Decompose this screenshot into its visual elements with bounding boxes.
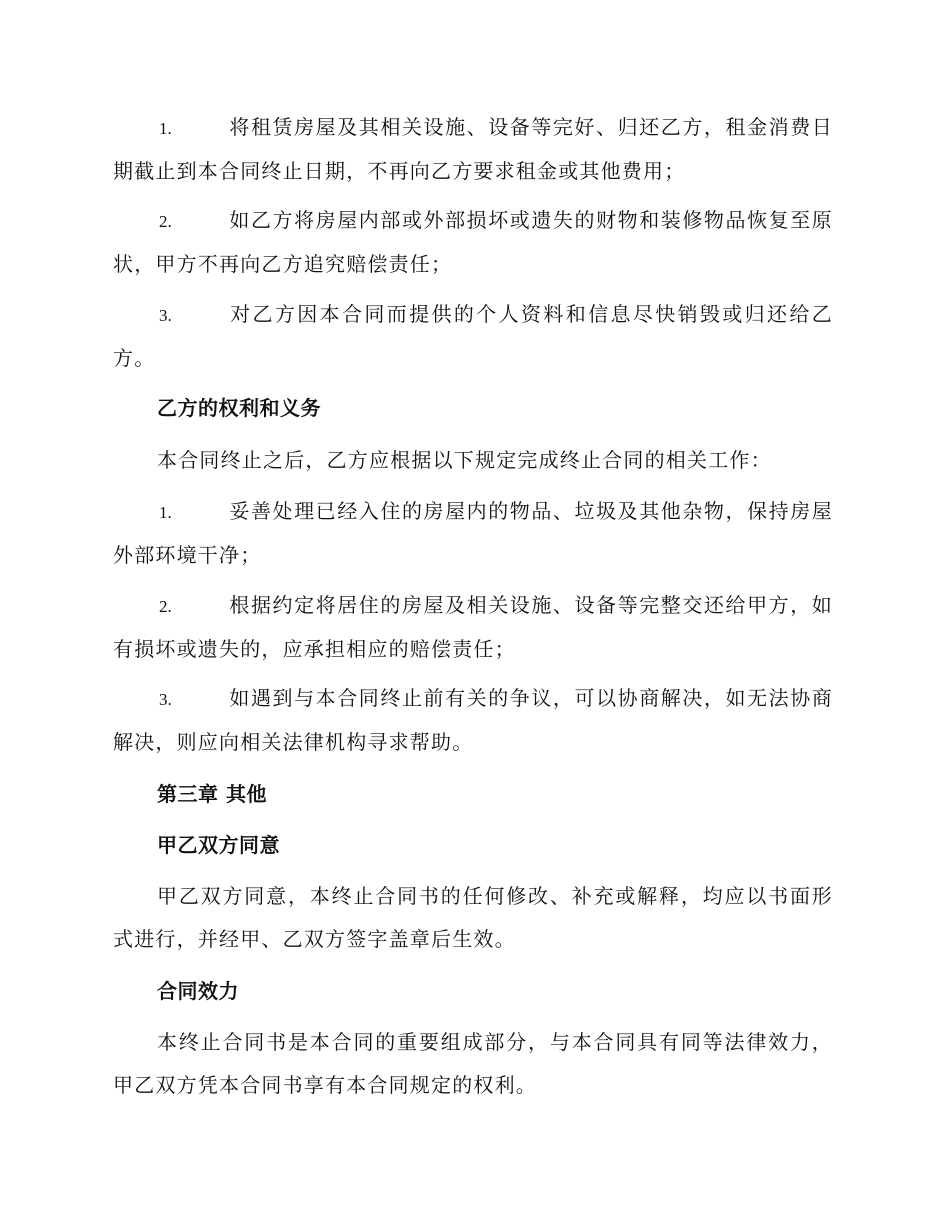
tenant-item-1	[113, 490, 833, 577]
list-item-text: 妥善处理已经入住的房屋内的物品、垃圾及其他杂物，保持房屋外部环境干净；	[113, 499, 833, 567]
contract-validity-paragraph: 本终止合同书是本合同的重要组成部分，与本合同具有同等法律效力，甲乙双方凭本合同书享有本合同规定的权利。	[113, 1030, 833, 1097]
section-heading-contract-validity: 合同效力	[157, 979, 239, 1003]
owner-duty-item-2	[113, 199, 833, 286]
list-number: 2.	[159, 212, 172, 231]
section-heading-mutual-agreement: 甲乙双方同意	[157, 833, 280, 857]
owner-duty-item-3	[113, 293, 833, 380]
list-item-text: 将租赁房屋及其相关设施、设备等完好、归还乙方，租金消费日期截止到本合同终止日期，不再向乙方要求租金或其他费用；	[113, 115, 833, 183]
chapter-three-title: 第三章 其他	[157, 782, 267, 806]
tenant-item-2	[113, 584, 833, 671]
list-number: 1.	[159, 119, 172, 138]
owner-duty-item-1	[113, 106, 833, 193]
list-item-text: 对乙方因本合同而提供的个人资料和信息尽快销毁或归还给乙方。	[113, 302, 833, 370]
list-item-text: 如乙方将房屋内部或外部损坏或遗失的财物和装修物品恢复至原状，甲方不再向乙方追究赔偿责任；	[113, 208, 833, 276]
list-number: 2.	[159, 597, 172, 616]
list-number: 3.	[159, 690, 172, 709]
list-number: 1.	[159, 503, 172, 522]
mutual-agreement-paragraph: 甲乙双方同意，本终止合同书的任何修改、补充或解释，均应以书面形式进行，并经甲、乙双方签字盖章后生效。	[113, 884, 833, 951]
section-heading-tenant-rights: 乙方的权利和义务	[157, 396, 321, 420]
tenant-intro-paragraph: 本合同终止之后，乙方应根据以下规定完成终止合同的相关工作：	[157, 448, 772, 472]
list-number: 3.	[159, 306, 172, 325]
list-item-text: 根据约定将居住的房屋及相关设施、设备等完整交还给甲方，如有损坏或遗失的，应承担相应的赔偿责任；	[113, 593, 833, 661]
list-item-text: 如遇到与本合同终止前有关的争议，可以协商解决，如无法协商解决，则应向相关法律机构寻求帮助。	[113, 686, 833, 754]
tenant-item-3	[113, 677, 833, 764]
